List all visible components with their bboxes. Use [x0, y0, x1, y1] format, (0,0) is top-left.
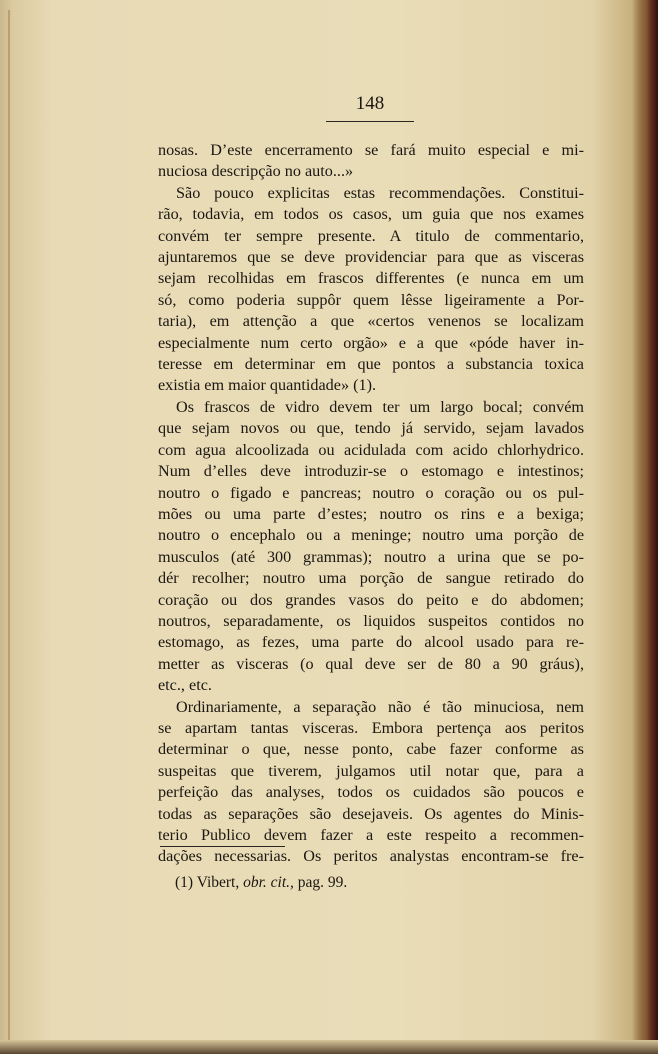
text-line: se apartam tantas visceras. Embora pertença aos peritos	[158, 718, 584, 737]
text-line: perfeição das analyses, todos os cuidados são poucos e	[158, 783, 584, 802]
footnote-work: obr. cit.,	[243, 874, 294, 891]
text-line: com agua alcoolizada ou acidulada com acido chlorhydrico.	[158, 440, 584, 459]
text-line: metter as visceras (o qual deve ser de 80 a 90 gráus),	[158, 654, 584, 673]
text-line: especialmente num certo orgão» e a que «póde haver in-	[158, 333, 584, 352]
text-line: convém ter sempre presente. A titulo de commentario,	[158, 226, 584, 245]
text-line: ajuntaremos que se deve providenciar para que as visceras	[158, 248, 584, 267]
text-line: musculos (até 300 grammas); noutro a urina que se po-	[158, 547, 584, 566]
footnote-author: Vibert,	[196, 874, 240, 891]
text-line: determinar o que, nesse ponto, cabe fazer conforme as	[158, 740, 584, 759]
text-line: suspeitas que tiverem, julgamos util notar que, para a	[158, 761, 584, 780]
text-line: estomago, as fezes, uma parte do alcool usado para re-	[158, 633, 584, 652]
text-line: noutro o figado e pancreas; noutro o coração ou os pul-	[158, 483, 584, 502]
text-line: Ordinariamente, a separação não é tão minuciosa, nem	[176, 697, 584, 716]
body-text	[158, 140, 584, 868]
text-line: noutros, separadamente, os liquidos suspeitos contidos no	[158, 611, 584, 630]
text-line: noutro o encephalo ou a meninge; noutro uma porção de	[158, 526, 584, 545]
text-line: existia em maior quantidade» (1).	[158, 376, 377, 395]
text-line: São pouco explicitas estas recommendações. Constitui-	[176, 183, 584, 202]
footnote	[175, 874, 347, 892]
text-line: Num d’elles deve introduzir-se o estomago e intestinos;	[158, 462, 584, 481]
header-rule	[326, 121, 414, 122]
text-line: dações necessarias. Os peritos analystas encontram-se fre-	[158, 847, 584, 866]
text-line: rão, todavia, em todos os casos, um guia que nos exames	[158, 205, 584, 224]
text-line: nosas. D’este encerramento se fará muito especial e mi-	[158, 141, 584, 159]
page-edge-left	[8, 10, 10, 1040]
footnote-page: pag. 99.	[297, 874, 348, 891]
page-edge-bottom	[0, 1040, 658, 1054]
book-spine-shadow	[632, 0, 658, 1054]
text-line: terio Publico devem fazer a este respeito a recommen-	[158, 826, 584, 844]
text-line: sejam recolhidas em frascos differentes (e nunca em um	[158, 269, 584, 288]
text-line: etc., etc.	[158, 676, 212, 695]
text-line: todas as separações são desejaveis. Os agentes do Minis-	[158, 804, 584, 823]
text-line: mões ou uma parte d’estes; noutro os rins e a bexiga;	[158, 504, 584, 523]
text-line: coração ou dos grandes vasos do peito e do abdomen;	[158, 590, 584, 609]
footnote-marker: (1)	[175, 874, 194, 891]
text-line: que sejam novos ou que, tendo já servido, sejam lavados	[158, 419, 584, 438]
text-line: dér recolher; noutro uma porção de sangue retirado do	[158, 569, 584, 588]
text-line: teresse em determinar em que pontos a substancia toxica	[158, 355, 584, 374]
text-line: taria), em attenção a que «certos venenos se localizam	[158, 312, 584, 331]
page-number: 148	[355, 93, 385, 114]
text-line: nuciosa descripção no auto...»	[158, 162, 354, 181]
footnote-rule	[160, 846, 285, 847]
text-line: só, como poderia suppôr quem lêsse ligeiramente a Por-	[158, 290, 584, 309]
text-line: Os frascos de vidro devem ter um largo bocal; convém	[176, 397, 584, 416]
